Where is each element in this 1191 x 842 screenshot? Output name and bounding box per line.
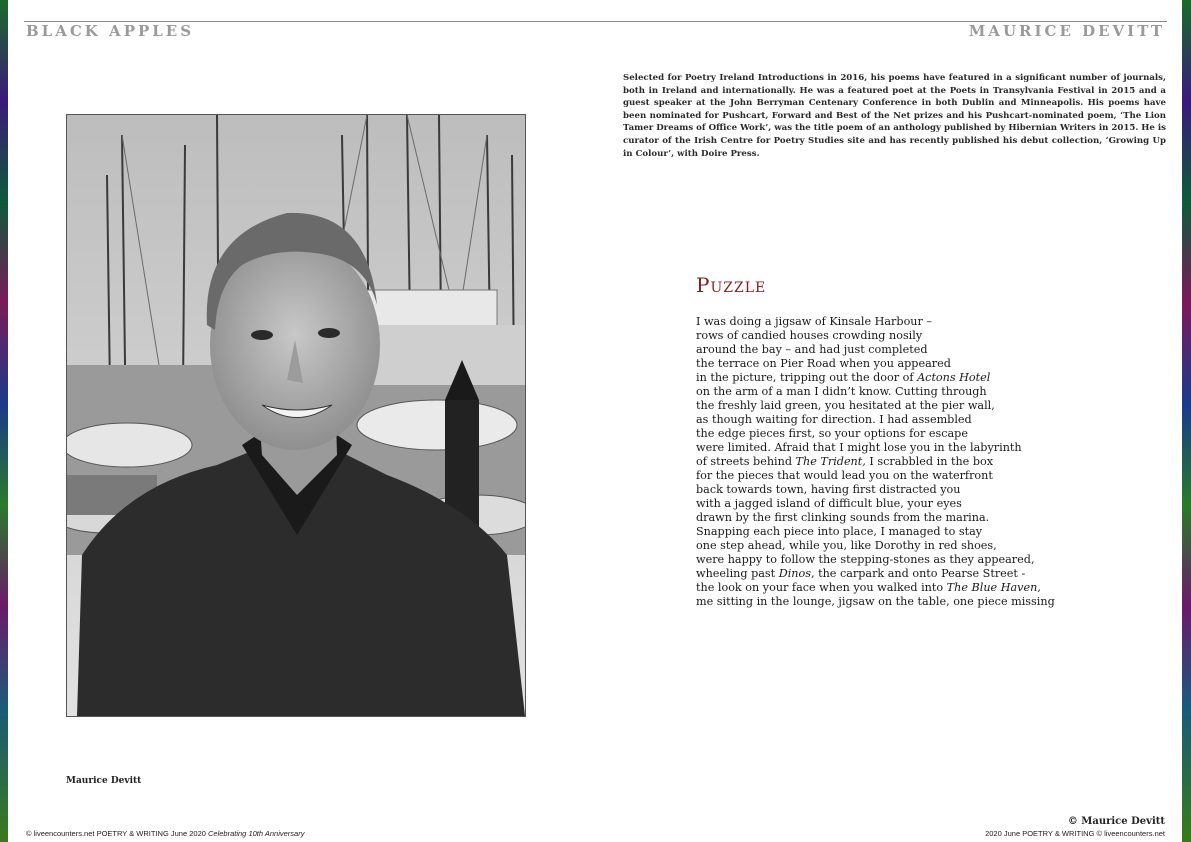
footer-right: 2020 June POETRY & WRITING © liveencounters.net	[985, 829, 1165, 838]
poem-italic-text: Dinos	[778, 567, 811, 580]
poem-text: in the picture, tripping out the door of	[696, 371, 918, 384]
poem-body	[696, 315, 1055, 609]
poem-text: me sitting in the lounge, jigsaw on the table, one piece missing	[696, 595, 1055, 608]
poem-text: drawn by the first clinking sounds from the marina.	[696, 511, 990, 524]
poem-text: for the pieces that would lead you on the waterfront	[696, 469, 993, 482]
author-header: MAURICE DEVITT	[968, 22, 1165, 40]
poem-line	[696, 539, 1055, 553]
poem-italic-text: Actons Hotel	[917, 371, 991, 384]
author-bio: Selected for Poetry Ireland Introductions in 2016, his poems have featured in a significant number of journals, both in Ireland and internationally. He was a featured poet at the Poets in Transylvania Festival in 2015 and a guest speaker at the John Berryman Centenary Conference in both Dublin and Minneapolis. His poems have been nominated for Pushcart, Forward and Best of the Net prizes and his Pushcart-nominated poem, ‘The Lion Tamer Dreams of Office Work’, was the title poem of an anthology published by Hibernian Writers in 2015. He is curator of the Irish Centre for Poetry Studies site and has recently published his debut collection, ‘Growing Up in Colour’, with Doire Press.	[623, 73, 1166, 159]
poem-italic-text: The Trident,	[795, 455, 866, 468]
author-photo	[66, 114, 526, 717]
photo-caption: Maurice Devitt	[66, 776, 142, 786]
poem-line	[696, 413, 1055, 427]
poem-text: the edge pieces first, so your options for escape	[696, 427, 968, 440]
poem-text: , the carpark and onto Pearse Street -	[810, 567, 1026, 580]
poem-text: wheeling past	[696, 567, 779, 580]
poem-line	[696, 567, 1055, 581]
poem-line	[696, 357, 1055, 371]
poem-text: the look on your face when you walked into	[696, 581, 947, 594]
poem-text: as though waiting for direction. I had assembled	[696, 413, 972, 426]
poem-text: were limited. Afraid that I might lose you in the labyrinth	[696, 441, 1022, 454]
poem-title: Puzzle	[696, 273, 767, 297]
poem-text: back towards town, having first distracted you	[696, 483, 961, 496]
poem-text: I was doing a jigsaw of Kinsale Harbour –	[696, 315, 933, 328]
poem-line	[696, 441, 1055, 455]
poem-line	[696, 581, 1055, 595]
magazine-title: BLACK APPLES	[26, 22, 195, 40]
poem-text: rows of candied houses crowding nosily	[696, 329, 923, 342]
poem-text: on the arm of a man I didn’t know. Cutting through	[696, 385, 987, 398]
poem-text: Snapping each piece into place, I managed to stay	[696, 525, 983, 538]
poem-line	[696, 329, 1055, 343]
poem-line	[696, 483, 1055, 497]
poem-text: around the bay – and had just completed	[696, 343, 928, 356]
poem-line	[696, 371, 1055, 385]
poem-line	[696, 525, 1055, 539]
poem-text: were happy to follow the stepping-stones as they appeared,	[696, 553, 1035, 566]
poem-line	[696, 497, 1055, 511]
poem-line	[696, 469, 1055, 483]
footer-left-text: © liveencounters.net POETRY & WRITING June 2020	[26, 829, 208, 838]
poem-text: with a jagged island of difficult blue, your eyes	[696, 497, 962, 510]
decorative-right-edge	[1182, 0, 1191, 842]
footer-left-italic: Celebrating 10th Anniversary	[208, 829, 305, 838]
footer-left	[26, 829, 304, 838]
poem-line	[696, 427, 1055, 441]
copyright-notice: © Maurice Devitt	[1067, 816, 1165, 827]
poem-line	[696, 553, 1055, 567]
poem-line	[696, 511, 1055, 525]
poem-italic-text: The Blue Haven,	[946, 581, 1041, 594]
poem-text: I scrabbled in the box	[865, 455, 994, 468]
poem-line	[696, 399, 1055, 413]
poem-line	[696, 315, 1055, 329]
poem-line	[696, 455, 1055, 469]
poem-text: of streets behind	[696, 455, 796, 468]
poem-text: the terrace on Pier Road when you appeared	[696, 357, 951, 370]
decorative-left-edge	[0, 0, 8, 842]
poem-line	[696, 385, 1055, 399]
poem-line	[696, 343, 1055, 357]
poem-text: the freshly laid green, you hesitated at the pier wall,	[696, 399, 995, 412]
poem-line	[696, 595, 1055, 609]
poem-text: one step ahead, while you, like Dorothy in red shoes,	[696, 539, 997, 552]
